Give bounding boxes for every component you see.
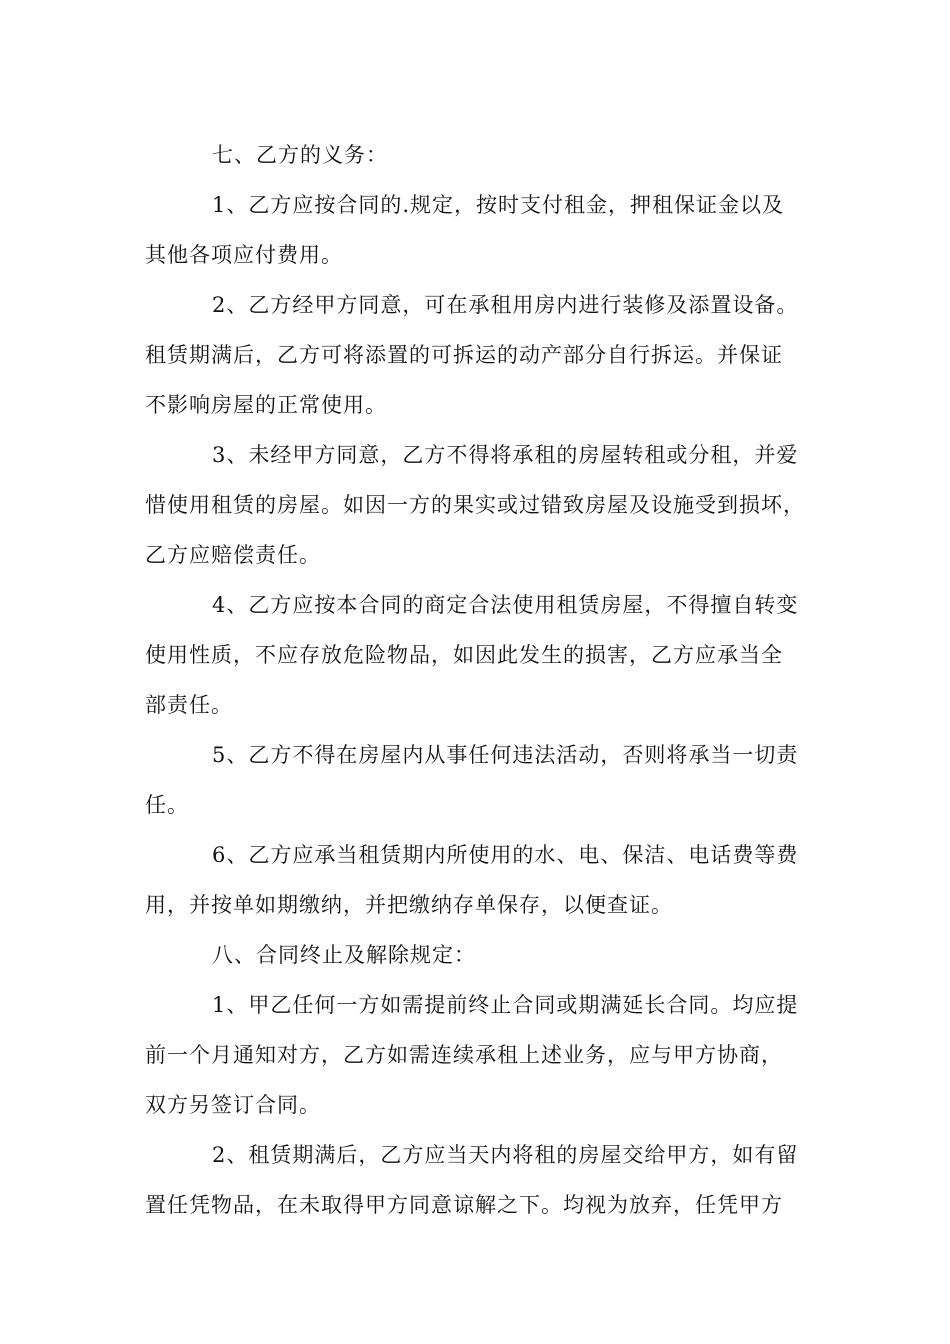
paragraph-8-2 — [145, 1130, 825, 1230]
text-line: 2、租赁期满后，乙方应当天内将租的房屋交给甲方，如有留 — [212, 1143, 799, 1167]
text-line: 租赁期满后，乙方可将添置的可拆运的动产部分自行拆运。并保证 — [145, 343, 783, 367]
text-line: 2、乙方经甲方同意，可在承租用房内进行装修及添置设备。 — [212, 293, 799, 317]
text-line: 6、乙方应承当租赁期内所使用的水、电、保洁、电话费等费 — [212, 843, 799, 867]
paragraph-8-1 — [145, 980, 825, 1130]
section-heading-7 — [145, 130, 825, 180]
text-line: 其他各项应付费用。 — [145, 243, 343, 267]
text-line: 双方另签订合同。 — [145, 1093, 321, 1117]
document-body — [145, 130, 825, 1230]
text-line: 5、乙方不得在房屋内从事任何违法活动，否则将承当一切责 — [212, 743, 799, 767]
paragraph-7-6 — [145, 830, 825, 930]
text-line: 八、合同终止及解除规定： — [212, 943, 476, 967]
text-line: 1、甲乙任何一方如需提前终止合同或期满延长合同。均应提 — [212, 993, 799, 1017]
text-line: 乙方应赔偿责任。 — [145, 543, 321, 567]
text-line: 部责任。 — [145, 693, 233, 717]
text-line: 使用性质，不应存放危险物品，如因此发生的损害，乙方应承当全 — [145, 643, 783, 667]
text-line: 用，并按单如期缴纳，并把缴纳存单保存，以便查证。 — [145, 893, 673, 917]
text-line: 任。 — [145, 793, 189, 817]
text-line: 不影响房屋的正常使用。 — [145, 393, 387, 417]
section-heading-8 — [145, 930, 825, 980]
text-line: 置任凭物品，在未取得甲方同意谅解之下。均视为放弃，任凭甲方 — [145, 1193, 783, 1217]
paragraph-7-1 — [145, 180, 825, 280]
text-line: 4、乙方应按本合同的商定合法使用租赁房屋，不得擅自转变 — [212, 593, 799, 617]
paragraph-7-3 — [145, 430, 825, 580]
paragraph-7-4 — [145, 580, 825, 730]
text-line: 惜使用租赁的房屋。如因一方的果实或过错致房屋及设施受到损坏， — [145, 493, 805, 517]
paragraph-7-2 — [145, 280, 825, 430]
text-line: 前一个月通知对方，乙方如需连续承租上述业务，应与甲方协商， — [145, 1043, 783, 1067]
text-line: 七、乙方的义务： — [212, 143, 388, 167]
text-line: 3、未经甲方同意，乙方不得将承租的房屋转租或分租，并爱 — [212, 443, 799, 467]
paragraph-7-5 — [145, 730, 825, 830]
text-line: 1、乙方应按合同的.规定，按时支付租金，押租保证金以及 — [212, 193, 785, 217]
